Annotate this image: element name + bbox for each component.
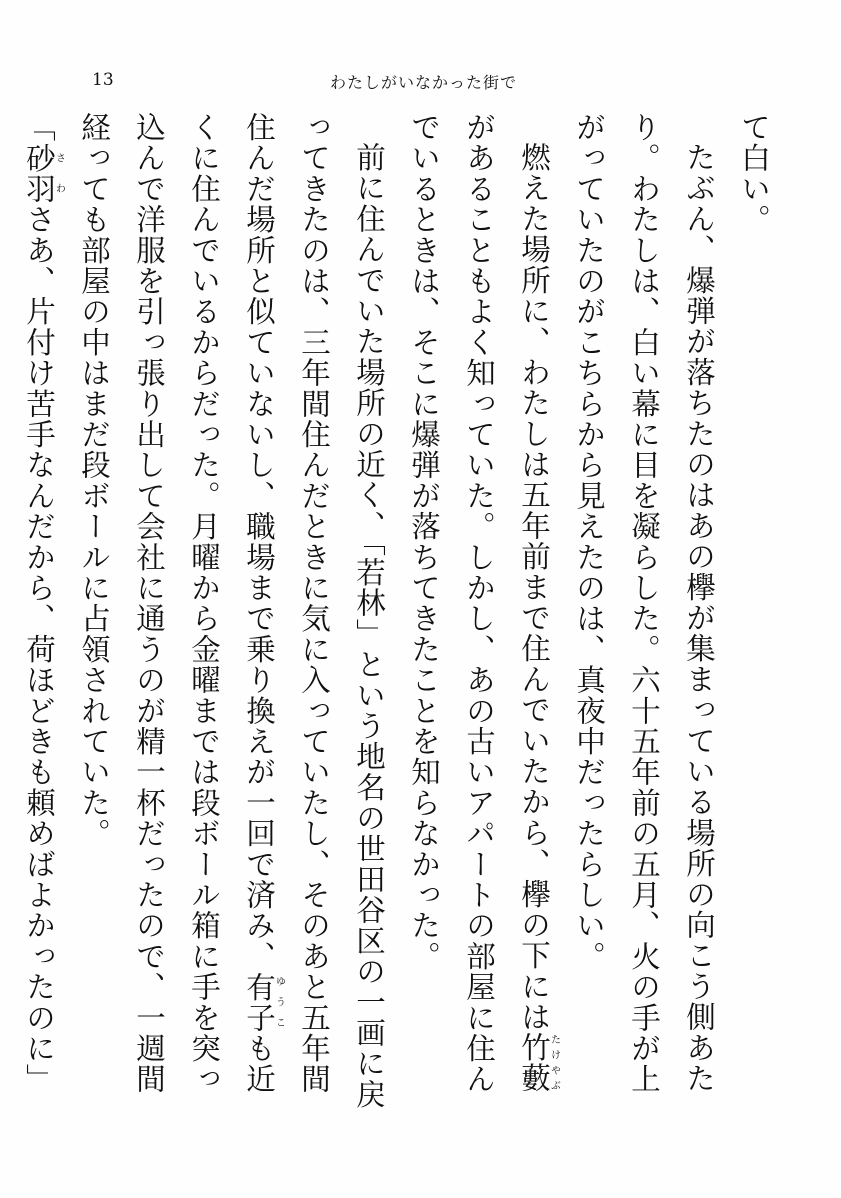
- ruby-annotation: [517, 1031, 560, 1094]
- ruby-reading: たけやぶ: [548, 1031, 560, 1094]
- text-run: さあ、片付け苦手なんだから、荷ほどきも頼めばよかったのに」: [22, 204, 56, 1095]
- paragraph: [0, 112, 11, 1122]
- ruby-reading: さわ: [53, 142, 65, 205]
- paragraph: [561, 112, 726, 1122]
- text-run: も近くに住んでいるからだった。月曜から金曜までは段ボール箱に手を突っ込んで洋服を引っ張り出して会社に通うのが精一杯だったので、一週間経っても部屋の中はまだ段ボールに占領されていた。: [77, 112, 276, 1095]
- paragraph: [66, 112, 396, 1122]
- text-run: て白い。: [737, 112, 771, 235]
- text-run: 前に住んでいた場所の近く、「若林」という地名の世田谷区の一画に戻ってきたのは、三年間住んだときに気に入っていたし、そのあと五年間住んだ場所と似ていないし、職場まで乗り換えが一回で済み、: [242, 112, 386, 1110]
- ruby-base: 有子: [242, 971, 276, 1034]
- ruby-reading: ゆうこ: [273, 971, 285, 1033]
- text-run: [0, 112, 1, 1093]
- running-title: わたしがいなかった街で: [330, 73, 518, 92]
- ruby-annotation: [22, 142, 65, 205]
- body-text: [0, 112, 781, 1122]
- ruby-base: 竹藪: [517, 1031, 551, 1094]
- ruby-base: 砂羽: [22, 142, 56, 205]
- text-run: 「: [22, 112, 56, 143]
- paragraph: [11, 112, 66, 1122]
- paragraph: [726, 112, 781, 1122]
- page-number: 13: [92, 70, 114, 90]
- ruby-annotation: [242, 971, 285, 1034]
- text-run: があることもよく知っていた。しかし、あの古いアパートの部屋に住んでいるときは、そこに爆弾が落ちてきたことを知らなかった。: [407, 112, 496, 1095]
- paragraph: [396, 112, 561, 1122]
- text-run: 燃えた場所に、わたしは五年前まで住んでいたから、欅の下には: [517, 141, 551, 1032]
- text-run: たぶん、爆弾が落ちたのはあの欅が集まっている場所の向こう側あたり。わたしは、白い幕に目を凝らした。六十五年前の五月、火の手が上がっていたのがこちらから見えたのは、真夜中だったらしい。: [572, 112, 716, 1095]
